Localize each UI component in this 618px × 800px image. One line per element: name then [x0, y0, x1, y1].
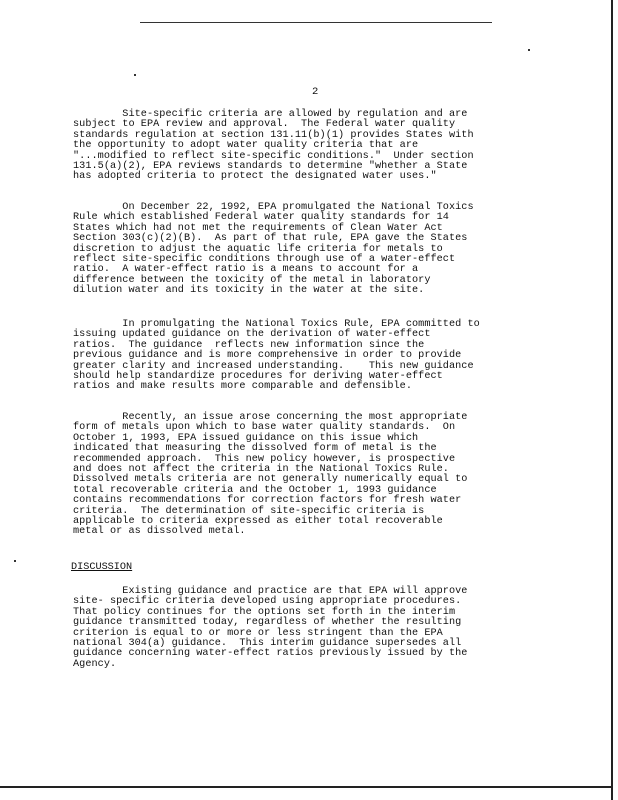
paragraph-discussion: Existing guidance and practice are that EPA will approve site- specific criteria developed using appropriate procedures. That policy continues for the options set forth in the interim guidance transmitted today, regardless of whether the resulting criterion is equal to or more or less stringent than the EPA national 304(a) guidance. This interim guidance supersedes all guidance concerning water-effect ratios previously issued by the Agency.	[73, 586, 468, 670]
bottom-edge-rule	[0, 786, 612, 788]
paragraph-updated-guidance: In promulgating the National Toxics Rule, EPA committed to issuing updated guidance on the derivation of water-effect ratios. The guidance reflects new information since the previous guidance and is more comprehensive in order to provide greater clarity and increased understanding. This new guidance should help standardize procedures for deriving water-effect ratios and make results more comparable and defensible.	[73, 319, 480, 393]
paragraph-dissolved-metals: Recently, an issue arose concerning the most appropriate form of metals upon which to base water quality standards. On October 1, 1993, EPA issued guidance on this issue which indicated that measuring the dissolved form of metal is the recommended approach. This new policy however, is prospective and does not affect the criteria in the National Toxics Rule. Dissolved metals criteria are not generally numerically equal to total recoverable criteria and the October 1, 1993 guidance contains recommendations for correction factors for fresh water criteria. The determination of site-specific criteria is applicable to criteria expressed as either total recoverable metal or as dissolved metal.	[73, 412, 468, 538]
paragraph-national-toxics-rule: On December 22, 1992, EPA promulgated the National Toxics Rule which established Federal water quality standards for 14 States which had not met the requirements of Clean Water Act Section 303(c)(2)(B). As part of that rule, EPA gave the States discretion to adjust the aquatic life criteria for metals to reflect site-specific conditions through use of a water-effect ratio. A water-effect ratio is a means to account for a difference between the toxicity of the metal in laboratory dilution water and its toxicity in the water at the site.	[73, 202, 474, 297]
section-heading-discussion: DISCUSSION	[71, 562, 133, 573]
top-rule	[140, 22, 492, 23]
scan-speck	[14, 560, 16, 562]
right-edge-rule	[611, 0, 613, 800]
page-number: 2	[312, 86, 319, 98]
scan-speck	[134, 74, 136, 76]
paragraph-site-specific-criteria: Site-specific criteria are allowed by regulation and are subject to EPA review and approval. The Federal water quality standards regulation at section 131.11(b)(1) provides States with the opportunity to adopt water quality criteria that are "...modified to reflect site-specific conditions." Under section 131.5(a)(2), EPA reviews standards to determine "whether a State has adopted criteria to protect the designated water uses."	[73, 109, 474, 183]
scan-speck	[528, 49, 530, 51]
